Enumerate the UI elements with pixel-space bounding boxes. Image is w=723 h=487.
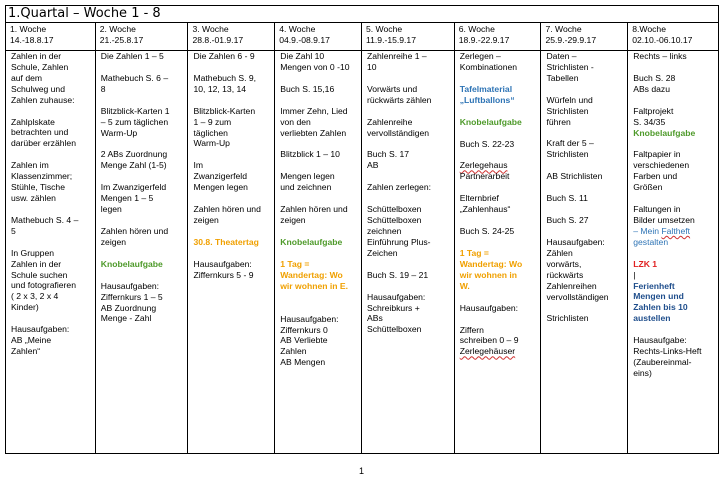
content-entry: Buch S. 22-23 (459, 138, 515, 149)
content-entry: Faltpapier in verschiedenen Farben und Größen (633, 149, 690, 193)
content-entry: Hausaufgaben: (459, 302, 519, 313)
content-entry: Hausaufgaben: Ziffernkurs 0 AB Verliebte Zahlen AB Mengen (280, 313, 339, 368)
content-entry: Rechts – links (633, 51, 687, 61)
content-entry: 30.8. Theatertag (193, 236, 259, 247)
content-entry: Hausaufgabe: Rechts-Links-Heft (Zaubereinmal- eins) (633, 335, 702, 378)
week-header: 3. Woche 28.8.-01.9.17 (188, 23, 274, 51)
content-entry: Tafelmaterial „Luftballons“ (459, 83, 515, 105)
content-entry: Faltungen in Bilder umsetzen – Mein Faltheft gestalten (633, 204, 695, 247)
content-entry: Immer Zehn, Lied von den verliebten Zahlen (280, 105, 348, 138)
content-entry: Buch S. 15,16 (280, 83, 335, 94)
week-header: 8.Woche 02.10.-06.10.17 (628, 23, 718, 51)
content-entry: Elternbrief „Zahlenhaus“ (459, 193, 511, 215)
week-content (541, 51, 627, 324)
content-entry: Die Zahlen 6 - 9 (193, 51, 255, 61)
week-column-1 (6, 23, 96, 453)
content-entry: Zerlegen – Kombinationen (459, 51, 518, 72)
week-column-2 (96, 23, 189, 453)
content-entry: Zahlen hören und zeigen (100, 225, 169, 247)
content-entry: AB Strichlisten (546, 171, 603, 182)
week-header: 2. Woche 21.-25.8.17 (96, 23, 188, 51)
content-entry: Zerlegehaus Partnerarbeit (459, 160, 510, 182)
content-entry: Ferienheft Mengen und Zahlen bis 10 austellen (633, 280, 688, 324)
week-column-5 (362, 23, 455, 453)
content-entry: Würfeln und Strichlisten führen (546, 94, 593, 127)
content-entry: Mathebuch S. 9, 10, 12, 13, 14 (193, 72, 257, 94)
content-entry: Hausaufgaben: Ziffernkurs 5 - 9 (193, 258, 254, 280)
content-entry: Blitzblick 1 – 10 (280, 149, 340, 160)
content-entry: LZK 1 (633, 258, 658, 269)
content-entry: Hausaufgaben: AB „Meine Zahlen“ (11, 324, 70, 356)
week-column-8 (628, 23, 718, 453)
content-entry: Knobelaufgabe (100, 258, 163, 269)
week-content (275, 51, 361, 368)
week-content (455, 51, 541, 357)
week-column-4 (275, 23, 362, 453)
content-entry: 1 Tag = Wandertag: Wo wir wohnen in E. (280, 258, 349, 291)
content-entry: Mengen legen und zeichnen (280, 171, 335, 193)
week-content (96, 51, 188, 324)
week-content (628, 51, 718, 379)
week-column-3 (188, 23, 275, 453)
content-entry: Knobelaufgabe (459, 116, 522, 127)
content-entry: Mathebuch S. 6 – 8 (100, 72, 169, 94)
content-entry: Zahlen hören und zeigen (193, 204, 261, 225)
content-entry: | (633, 269, 636, 280)
content-entry: Die Zahl 10 Mengen von 0 -10 (280, 51, 350, 72)
content-entry: Hausaufgaben: Schreibkurs + ABs Schüttelboxen (366, 291, 426, 335)
content-entry: Zahlenreihe vervollständigen (366, 116, 430, 138)
week-header: 5. Woche 11.9.-15.9.17 (362, 23, 454, 51)
week-content (6, 51, 95, 357)
content-entry: Knobelaufgabe (633, 127, 696, 138)
content-entry: Zahlen im Klassenzimmer; Stühle, Tische usw. zählen (11, 160, 73, 203)
week-header: 7. Woche 25.9.-29.9.17 (541, 23, 627, 51)
table-title: 1.Quartal – Woche 1 - 8 (6, 6, 718, 23)
week-column-7 (541, 23, 628, 453)
content-entry: Kraft der 5 – Strichlisten (546, 138, 594, 160)
content-entry: Strichlisten (546, 313, 589, 324)
week-columns (6, 23, 718, 453)
content-entry: Buch S. 17 AB (366, 149, 410, 171)
content-entry: Vorwärts und rückwärts zählen (366, 83, 432, 105)
content-entry: Daten – Strichlisten - Tabellen (546, 51, 594, 83)
weekly-plan-table (5, 5, 719, 454)
content-entry: Im Zwanzigerfeld Mengen legen (193, 160, 248, 193)
content-entry: Buch S. 19 – 21 (366, 269, 429, 280)
content-entry: Mathebuch S. 4 – 5 (11, 214, 79, 236)
content-entry: Blitzblick-Karten 1 – 9 zum täglichen Warm-Up (193, 105, 256, 149)
content-entry: Hausaufgaben: Zählen vorwärts, rückwärts Zahlenreihen vervollständigen (546, 236, 609, 302)
content-entry: Buch S. 24-25 (459, 226, 515, 237)
content-entry: In Gruppen Zahlen in der Schule suchen und fotografieren ( 2 x 3, 2 x 4 Kinder) (11, 247, 76, 313)
content-entry: Die Zahlen 1 – 5 (100, 51, 164, 61)
week-header: 6. Woche 18.9.-22.9.17 (455, 23, 541, 51)
content-entry: Zahlen in der Schule, Zahlen auf dem Schulweg und Zahlen zuhause: (11, 51, 75, 105)
content-entry: 2 ABs Zuordnung Menge Zahl (1-5) (100, 149, 168, 171)
content-entry: Zahlenreihe 1 – 10 (366, 51, 427, 72)
content-entry: Ziffern schreiben 0 – 9 Zerlegehäuser (459, 324, 519, 357)
content-entry: Zahlen zerlegen: (366, 182, 432, 193)
content-entry: Blitzblick-Karten 1 – 5 zum täglichen Warm-Up (100, 105, 170, 138)
week-header: 4. Woche 04.9.-08.9.17 (275, 23, 361, 51)
week-column-6 (455, 23, 542, 453)
week-content (362, 51, 454, 335)
content-entry: Buch S. 27 (546, 215, 589, 226)
week-header: 1. Woche 14.-18.8.17 (6, 23, 95, 51)
content-entry: Zahlplskate betrachten und darüber erzählen (11, 116, 76, 149)
content-entry: Buch S. 11 (546, 193, 588, 204)
content-entry: 1 Tag = Wandertag: Wo wir wohnen in W. (459, 247, 523, 291)
content-entry: Faltprojekt S. 34/35 (633, 105, 674, 127)
content-entry: Buch S. 28 ABs dazu (633, 72, 676, 94)
content-entry: Hausaufgaben: Ziffernkurs 1 – 5 AB Zuordnung Menge - Zahl (100, 280, 163, 324)
content-entry: Schüttelboxen Schüttelboxen zeichnen Einführung Plus- Zeichen (366, 204, 431, 258)
page-number: 1 (358, 466, 364, 476)
content-entry: Zahlen hören und zeigen (280, 204, 348, 226)
week-content (188, 51, 274, 281)
content-entry: Knobelaufgabe (280, 236, 343, 247)
content-entry: Im Zwanzigerfeld Mengen 1 – 5 legen (100, 182, 167, 215)
